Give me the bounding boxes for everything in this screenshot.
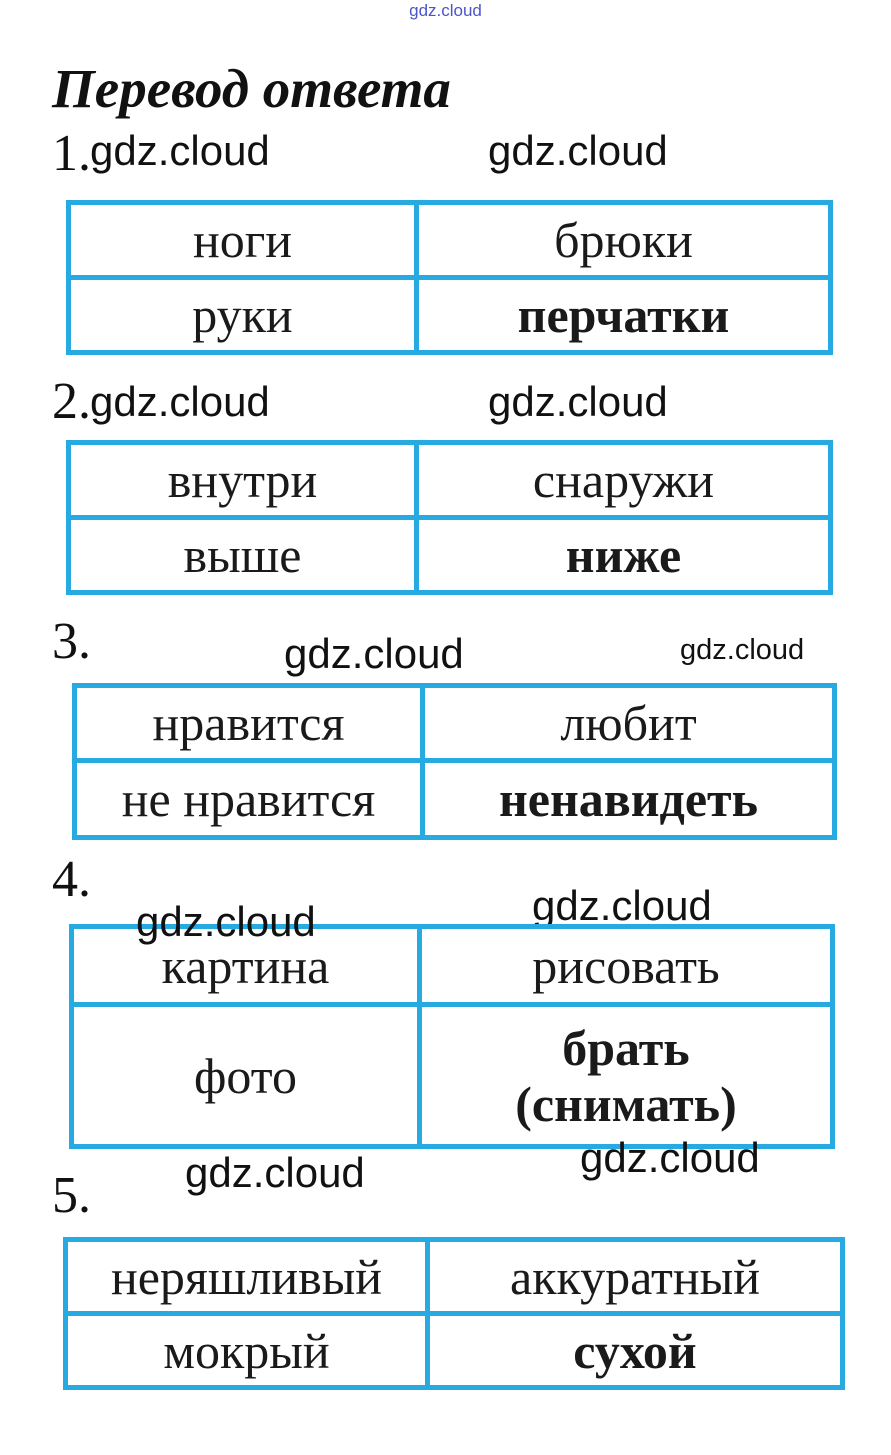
table-cell: любит [423, 686, 835, 761]
word-table-1 [66, 200, 833, 355]
table-row [72, 1005, 833, 1147]
table-cell: картина [72, 927, 420, 1005]
word-table-2 [66, 440, 833, 595]
table-row [69, 203, 831, 278]
table-row [66, 1240, 843, 1314]
watermark-text: gdz.cloud [580, 1134, 760, 1181]
watermark-text: gdz.cloud [680, 634, 805, 666]
table-row [75, 761, 835, 838]
table-cell: ноги [69, 203, 417, 278]
table-cell: руки [69, 278, 417, 353]
table-row [69, 278, 831, 353]
table-cell-answer: ниже [417, 518, 831, 593]
table-cell-answer: ненавидеть [423, 761, 835, 838]
page-title: Перевод ответа [52, 58, 451, 119]
table-cell: внутри [69, 443, 417, 518]
table-cell: выше [69, 518, 417, 593]
table-row [75, 686, 835, 761]
section-number-1: 1. [52, 125, 91, 182]
watermark-text: gdz.cloud [284, 630, 464, 677]
table-cell: рисовать [420, 927, 833, 1005]
table-row [69, 443, 831, 518]
section-number-2: 2. [52, 373, 91, 430]
watermark-text: gdz.cloud [488, 127, 668, 174]
table-cell-answer: брать (снимать) [420, 1005, 833, 1147]
section-number-4: 4. [52, 851, 91, 908]
watermark-text: gdz.cloud [136, 898, 316, 945]
watermark-text: gdz.cloud [90, 127, 270, 174]
table-row [66, 1314, 843, 1388]
table-cell: не нравится [75, 761, 423, 838]
word-table-3 [72, 683, 837, 840]
watermark-text: gdz.cloud [532, 882, 712, 929]
section-number-5: 5. [52, 1167, 91, 1224]
word-table-4 [69, 924, 835, 1149]
table-cell: снаружи [417, 443, 831, 518]
watermark-text: gdz.cloud [185, 1149, 365, 1196]
table-cell-answer: перчатки [417, 278, 831, 353]
table-cell: мокрый [66, 1314, 428, 1388]
top-watermark: gdz.cloud [409, 1, 482, 20]
table-cell: неряшливый [66, 1240, 428, 1314]
table-cell-answer: сухой [428, 1314, 843, 1388]
watermark-text: gdz.cloud [488, 378, 668, 425]
table-cell: аккуратный [428, 1240, 843, 1314]
section-number-3: 3. [52, 613, 91, 670]
watermark-text: gdz.cloud [90, 378, 270, 425]
table-cell: брюки [417, 203, 831, 278]
word-table-5 [63, 1237, 845, 1390]
table-cell: нравится [75, 686, 423, 761]
table-row [69, 518, 831, 593]
table-cell: фото [72, 1005, 420, 1147]
